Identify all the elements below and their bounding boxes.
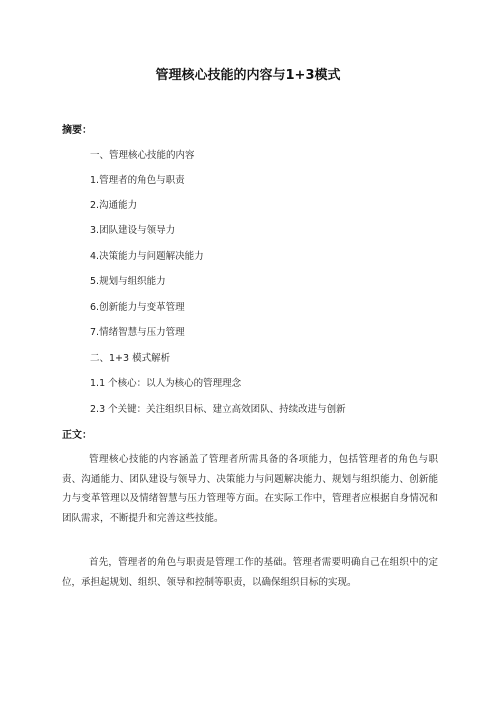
body-label: 正文：	[62, 430, 92, 441]
outline-item: 2.沟通能力	[90, 200, 138, 211]
outline-item: 7.情绪智慧与压力管理	[90, 327, 185, 338]
outline-item: 6.创新能力与变革管理	[90, 302, 185, 313]
outline-item: 一、管理核心技能的内容	[90, 150, 195, 161]
outline-item: 1.管理者的角色与职责	[90, 175, 185, 186]
outline-item: 2.3 个关键：关注组织目标、建立高效团队、持续改进与创新	[90, 404, 346, 415]
outline-item: 5.规划与组织能力	[90, 276, 166, 287]
abstract-label: 摘要：	[62, 125, 92, 136]
document-title: 管理核心技能的内容与1+3模式	[155, 68, 341, 83]
outline-item: 1.1 个核心：以人为核心的管理理念	[90, 378, 242, 389]
outline-item: 二、1+3 模式解析	[90, 353, 171, 364]
outline-item: 4.决策能力与问题解决能力	[90, 251, 204, 262]
body-paragraph: 首先，管理者的角色与职责是管理工作的基础。管理者需要明确自己在组织中的定位，承担起规划、组织、领导和控制等职责，以确保组织目标的实现。	[62, 557, 438, 588]
body-paragraph: 管理核心技能的内容涵盖了管理者所需具备的各项能力，包括管理者的角色与职责、沟通能力、团队建设与领导力、决策能力与问题解决能力、规划与组织能力、创新能力与变革管理以及情绪智慧与压力管理等方面。在实际工作中，管理者应根据自身情况和团队需求，不断提升和完善这些技能。	[62, 454, 438, 524]
outline-item: 3.团队建设与领导力	[90, 225, 176, 236]
